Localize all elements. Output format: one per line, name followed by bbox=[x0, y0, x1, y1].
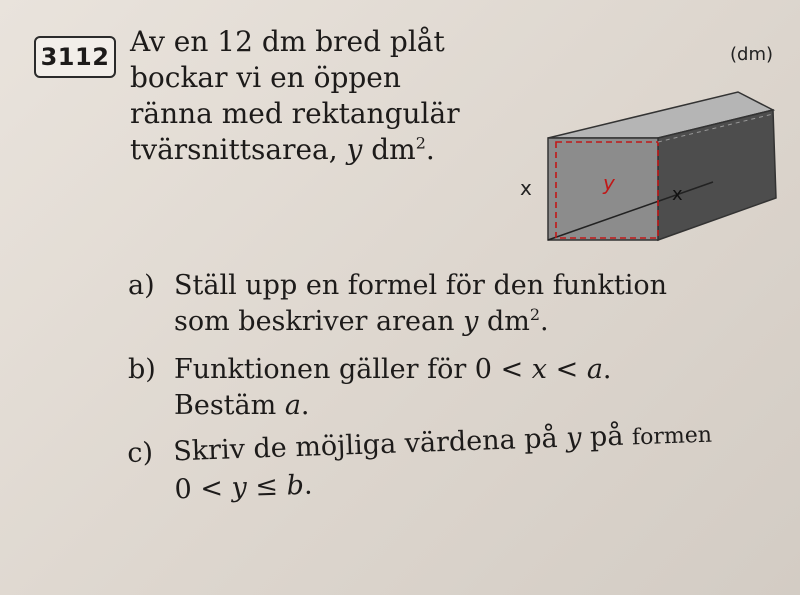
question-c-line-2: 0 < y ≤ b. bbox=[174, 469, 313, 506]
problem-number-badge: 3112 bbox=[34, 36, 116, 78]
question-a-letter: a) bbox=[128, 270, 155, 301]
label-y: y bbox=[603, 171, 615, 195]
gutter-diagram bbox=[508, 30, 800, 260]
question-c-letter: c) bbox=[126, 437, 154, 470]
question-b-line-2: Bestäm a. bbox=[174, 390, 310, 421]
question-a bbox=[128, 268, 713, 340]
question-b-letter: b) bbox=[128, 354, 156, 385]
question-c-line-1: Skriv de möjliga värdena på y på formen bbox=[172, 420, 713, 468]
stem-line-4: tvärsnittsarea, y $dm^2$. bbox=[130, 133, 435, 166]
stem-line-1: Av en 12 dm bred plåt bbox=[130, 25, 445, 58]
question-c bbox=[127, 416, 714, 510]
unit-label: (dm) bbox=[730, 44, 774, 65]
problem-stem bbox=[130, 24, 510, 168]
label-x-right: x bbox=[672, 184, 683, 205]
question-a-line-1: Ställ upp en formel för den funktion bbox=[174, 270, 667, 301]
question-b-line-1: Funktionen gäller för 0 < x < a. bbox=[174, 354, 612, 385]
label-x-left: x bbox=[520, 176, 532, 200]
stem-line-2: bockar vi en öppen bbox=[130, 61, 401, 94]
question-a-line-2: som beskriver arean y $dm^2$. bbox=[174, 305, 549, 337]
question-list bbox=[128, 268, 713, 522]
stem-line-3: ränna med rektangulär bbox=[130, 97, 460, 130]
question-b bbox=[128, 352, 713, 424]
